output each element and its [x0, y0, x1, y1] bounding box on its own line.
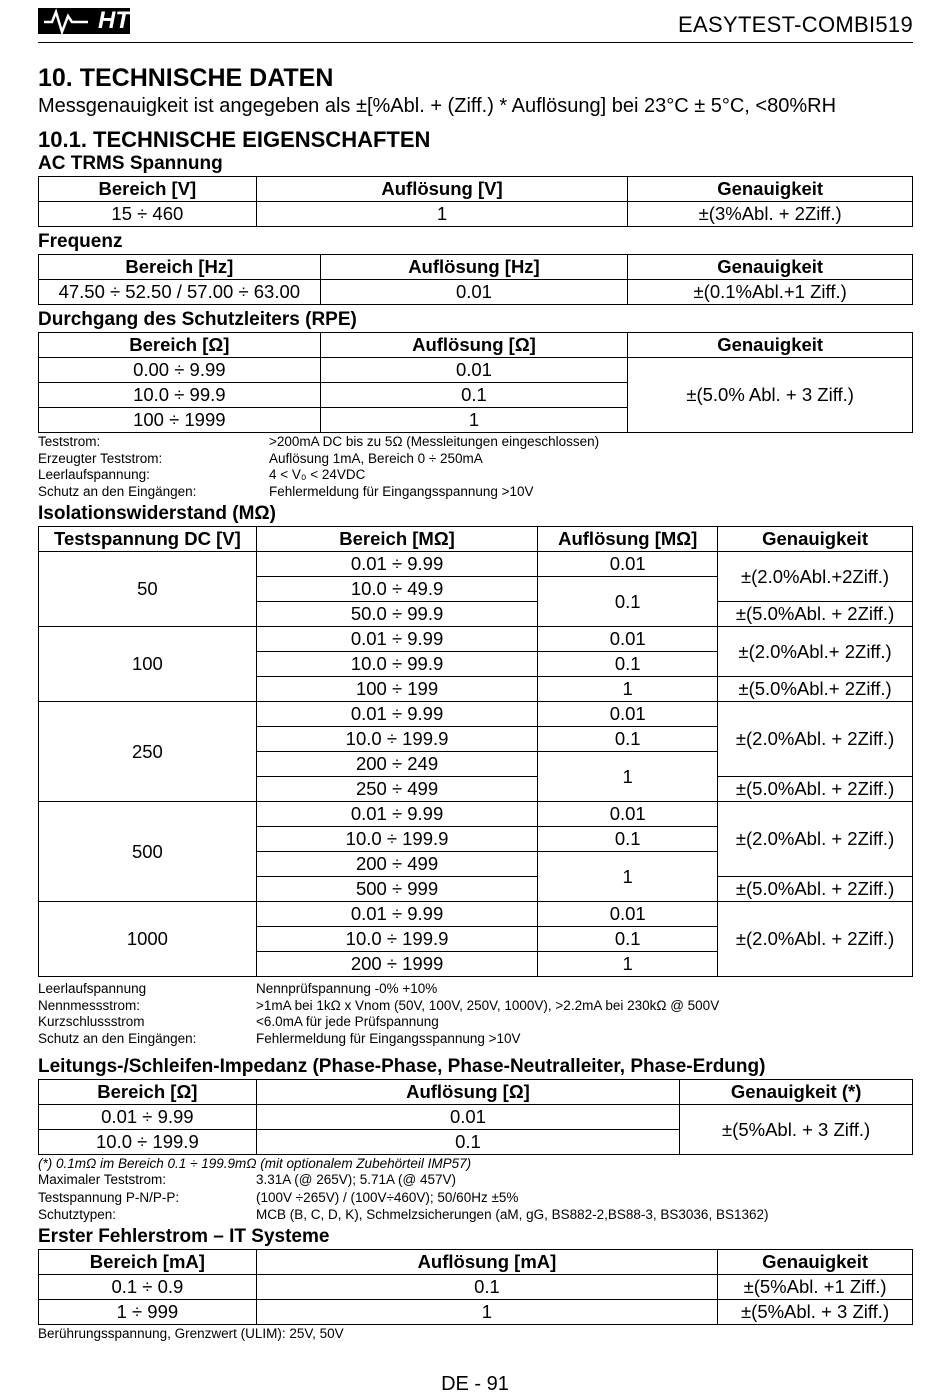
- model-name: EASYTEST-COMBI519: [678, 12, 913, 37]
- note-label: Kurzschlussstrom: [38, 1014, 145, 1029]
- note-label: Schutz an den Eingängen:: [38, 1030, 197, 1046]
- table-cell: ±(2.0%Abl. + 2Ziff.): [718, 702, 913, 777]
- loop-notes: [38, 1172, 913, 1224]
- table-cell: ±(3%Abl. + 2Ziff.): [628, 202, 913, 227]
- note-label: Schutz an den Eingängen:: [38, 483, 197, 499]
- table-cell: ±(5%Abl. + 3 Ziff.): [718, 1300, 913, 1325]
- table-cell: 0.1: [256, 1130, 679, 1155]
- table-cell: 0.1: [538, 727, 718, 752]
- header-cell: Auflösung [V]: [256, 177, 628, 202]
- header-cell: Bereich [mA]: [39, 1250, 257, 1275]
- table-cell: 0.01 ÷ 9.99: [39, 1105, 257, 1130]
- iso-notes: [38, 981, 913, 1049]
- header-cell: Auflösung [Hz]: [320, 255, 628, 280]
- table-cell: ±(2.0%Abl.+ 2Ziff.): [718, 627, 913, 677]
- header-cell: Auflösung [mA]: [256, 1250, 717, 1275]
- header-cell: Testspannung DC [V]: [39, 527, 257, 552]
- note-value: Nennprüfspannung -0% +10%: [256, 981, 438, 996]
- it-note: Berührungsspannung, Grenzwert (ULIM): 25V, 50V: [38, 1326, 344, 1341]
- loop-title: Leitungs-/Schleifen-Impedanz (Phase-Phase, Phase-Neutralleiter, Phase-Erdung): [38, 1056, 766, 1077]
- voltage-cell: 250: [39, 702, 257, 802]
- table-cell: 200 ÷ 249: [256, 752, 538, 777]
- logo-text: HT: [98, 7, 130, 34]
- table-cell: ±(5.0%Abl. + 2Ziff.): [718, 602, 913, 627]
- table-cell: 0.00 ÷ 9.99: [39, 358, 321, 383]
- header-cell: Bereich [Ω]: [39, 1080, 257, 1105]
- table-cell: 250 ÷ 499: [256, 777, 538, 802]
- table-cell: 0.1: [256, 1275, 717, 1300]
- table-cell: 10.0 ÷ 199.9: [256, 927, 538, 952]
- table-cell: 0.01 ÷ 9.99: [256, 802, 538, 827]
- voltage-cell: 500: [39, 802, 257, 902]
- table-cell: 0.01 ÷ 9.99: [256, 627, 538, 652]
- it-title: Erster Fehlerstrom – IT Systeme: [38, 1226, 330, 1247]
- table-cell: 0.01: [538, 552, 718, 577]
- table-cell: 50.0 ÷ 99.9: [256, 602, 538, 627]
- table-cell: 15 ÷ 460: [39, 202, 257, 227]
- table-cell: ±(5.0% Abl. + 3 Ziff.): [628, 358, 913, 433]
- header-cell: Genauigkeit: [718, 527, 913, 552]
- table-cell: 200 ÷ 1999: [256, 952, 538, 977]
- voltage-cell: 1000: [39, 902, 257, 977]
- header-cell: Bereich [V]: [39, 177, 257, 202]
- note-value: Auflösung 1mA, Bereich 0 ÷ 250mA: [269, 450, 483, 466]
- note-label: Schutztypen:: [38, 1207, 117, 1222]
- table-cell: 10.0 ÷ 99.9: [39, 383, 321, 408]
- table-cell: 47.50 ÷ 52.50 / 57.00 ÷ 63.00: [39, 280, 321, 305]
- freq-table: [38, 254, 913, 305]
- header-cell: Genauigkeit: [628, 177, 913, 202]
- note-label: Erzeugter Teststrom:: [38, 450, 163, 466]
- note-value: 3.31A (@ 265V); 5.71A (@ 457V): [256, 1172, 457, 1187]
- ac-title: AC TRMS Spannung: [38, 153, 223, 174]
- table-cell: 0.01: [538, 627, 718, 652]
- table-cell: 10.0 ÷ 199.9: [256, 727, 538, 752]
- note-label: Nennmessstrom:: [38, 997, 141, 1013]
- table-cell: 10.0 ÷ 199.9: [256, 827, 538, 852]
- table-cell: ±(2.0%Abl. + 2Ziff.): [718, 802, 913, 877]
- table-cell: 1: [538, 677, 718, 702]
- ac-table: [38, 176, 913, 227]
- table-cell: 1: [256, 202, 628, 227]
- note-value: >1mA bei 1kΩ x Vnom (50V, 100V, 250V, 1000V), >2.2mA bei 230kΩ @ 500V: [256, 997, 720, 1013]
- note-label: Leerlaufspannung: [38, 981, 147, 996]
- header-cell: Bereich [Hz]: [39, 255, 321, 280]
- rpe-table: [38, 332, 913, 433]
- note-value: <6.0mA für jede Prüfspannung: [256, 1014, 439, 1029]
- table-cell: 500 ÷ 999: [256, 877, 538, 902]
- it-table: [38, 1249, 913, 1325]
- header-cell: Genauigkeit: [718, 1250, 913, 1275]
- table-cell: 0.01 ÷ 9.99: [256, 552, 538, 577]
- note-label: Maximaler Teststrom:: [38, 1172, 167, 1187]
- header-cell: Bereich [Ω]: [39, 333, 321, 358]
- voltage-cell: 100: [39, 627, 257, 702]
- table-cell: 0.01: [538, 902, 718, 927]
- table-cell: 1: [320, 408, 628, 433]
- header-cell: Auflösung [Ω]: [256, 1080, 679, 1105]
- note-value: Fehlermeldung für Eingangsspannung >10V: [256, 1030, 521, 1046]
- table-cell: 0.01: [538, 802, 718, 827]
- note-value: >200mA DC bis zu 5Ω (Messleitungen eingeschlossen): [269, 434, 600, 449]
- note-value: (100V ÷265V) / (100V÷460V); 50/60Hz ±5%: [256, 1189, 519, 1205]
- voltage-cell: 50: [39, 552, 257, 627]
- table-cell: 0.1: [538, 827, 718, 852]
- header-cell: Genauigkeit: [628, 255, 913, 280]
- table-cell: 0.1: [538, 652, 718, 677]
- rpe-title: Durchgang des Schutzleiters (RPE): [38, 309, 357, 330]
- table-cell: 10.0 ÷ 199.9: [39, 1130, 257, 1155]
- page-header: [38, 6, 913, 43]
- note-value: 4 < V₀ < 24VDC: [269, 467, 366, 482]
- note-label: Teststrom:: [38, 434, 101, 449]
- table-cell: 0.01: [320, 358, 628, 383]
- table-cell: 200 ÷ 499: [256, 852, 538, 877]
- note-label: Testspannung P-N/P-P:: [38, 1189, 180, 1205]
- table-cell: ±(2.0%Abl.+2Ziff.): [718, 552, 913, 602]
- table-cell: ±(5.0%Abl.+ 2Ziff.): [718, 677, 913, 702]
- table-cell: 0.1: [538, 927, 718, 952]
- table-cell: 100 ÷ 1999: [39, 408, 321, 433]
- table-cell: 0.1: [538, 577, 718, 627]
- table-cell: 0.01 ÷ 9.99: [256, 902, 538, 927]
- page-title: 10. TECHNISCHE DATEN: [38, 64, 334, 92]
- sub-title: 10.1. TECHNISCHE EIGENSCHAFTEN: [38, 127, 431, 152]
- table-cell: ±(5%Abl. + 3 Ziff.): [680, 1105, 913, 1155]
- iso-table: [38, 526, 913, 977]
- table-cell: 0.01: [256, 1105, 679, 1130]
- header-cell: Genauigkeit: [628, 333, 913, 358]
- header-cell: Auflösung [MΩ]: [538, 527, 718, 552]
- note-label: Leerlaufspannung:: [38, 467, 150, 482]
- table-cell: 0.01 ÷ 9.99: [256, 702, 538, 727]
- note-value: Fehlermeldung für Eingangsspannung >10V: [269, 483, 534, 499]
- loop-footnote: (*) 0.1mΩ im Bereich 0.1 ÷ 199.9mΩ (mit optionalem Zubehörteil IMP57): [38, 1156, 472, 1171]
- table-cell: 1: [538, 752, 718, 802]
- iso-title: Isolationswiderstand (MΩ): [38, 503, 276, 524]
- table-cell: 0.1 ÷ 0.9: [39, 1275, 257, 1300]
- page-number: DE - 91: [441, 1373, 509, 1395]
- header-cell: Bereich [MΩ]: [256, 527, 538, 552]
- table-cell: 1: [538, 852, 718, 902]
- header-cell: Auflösung [Ω]: [320, 333, 628, 358]
- table-cell: ±(5.0%Abl. + 2Ziff.): [718, 877, 913, 902]
- table-cell: ±(2.0%Abl. + 2Ziff.): [718, 902, 913, 977]
- table-cell: 10.0 ÷ 99.9: [256, 652, 538, 677]
- note-value: MCB (B, C, D, K), Schmelzsicherungen (aM, gG, BS882-2,BS88-3, BS3036, BS1362): [256, 1207, 769, 1222]
- loop-table: [38, 1079, 913, 1155]
- table-cell: 0.1: [320, 383, 628, 408]
- table-cell: 1: [256, 1300, 717, 1325]
- table-cell: ±(5%Abl. +1 Ziff.): [718, 1275, 913, 1300]
- table-cell: 1 ÷ 999: [39, 1300, 257, 1325]
- table-cell: 0.01: [320, 280, 628, 305]
- table-cell: 10.0 ÷ 49.9: [256, 577, 538, 602]
- accuracy-intro: Messgenauigkeit ist angegeben als ±[%Abl. + (Ziff.) * Auflösung] bei 23°C ± 5°C, <80%RH: [38, 95, 837, 117]
- table-cell: 0.01: [538, 702, 718, 727]
- table-cell: ±(5.0%Abl. + 2Ziff.): [718, 777, 913, 802]
- table-cell: 100 ÷ 199: [256, 677, 538, 702]
- table-cell: ±(0.1%Abl.+1 Ziff.): [628, 280, 913, 305]
- table-cell: 1: [538, 952, 718, 977]
- header-cell: Genauigkeit (*): [680, 1080, 913, 1105]
- freq-title: Frequenz: [38, 231, 123, 252]
- rpe-notes: [38, 434, 913, 502]
